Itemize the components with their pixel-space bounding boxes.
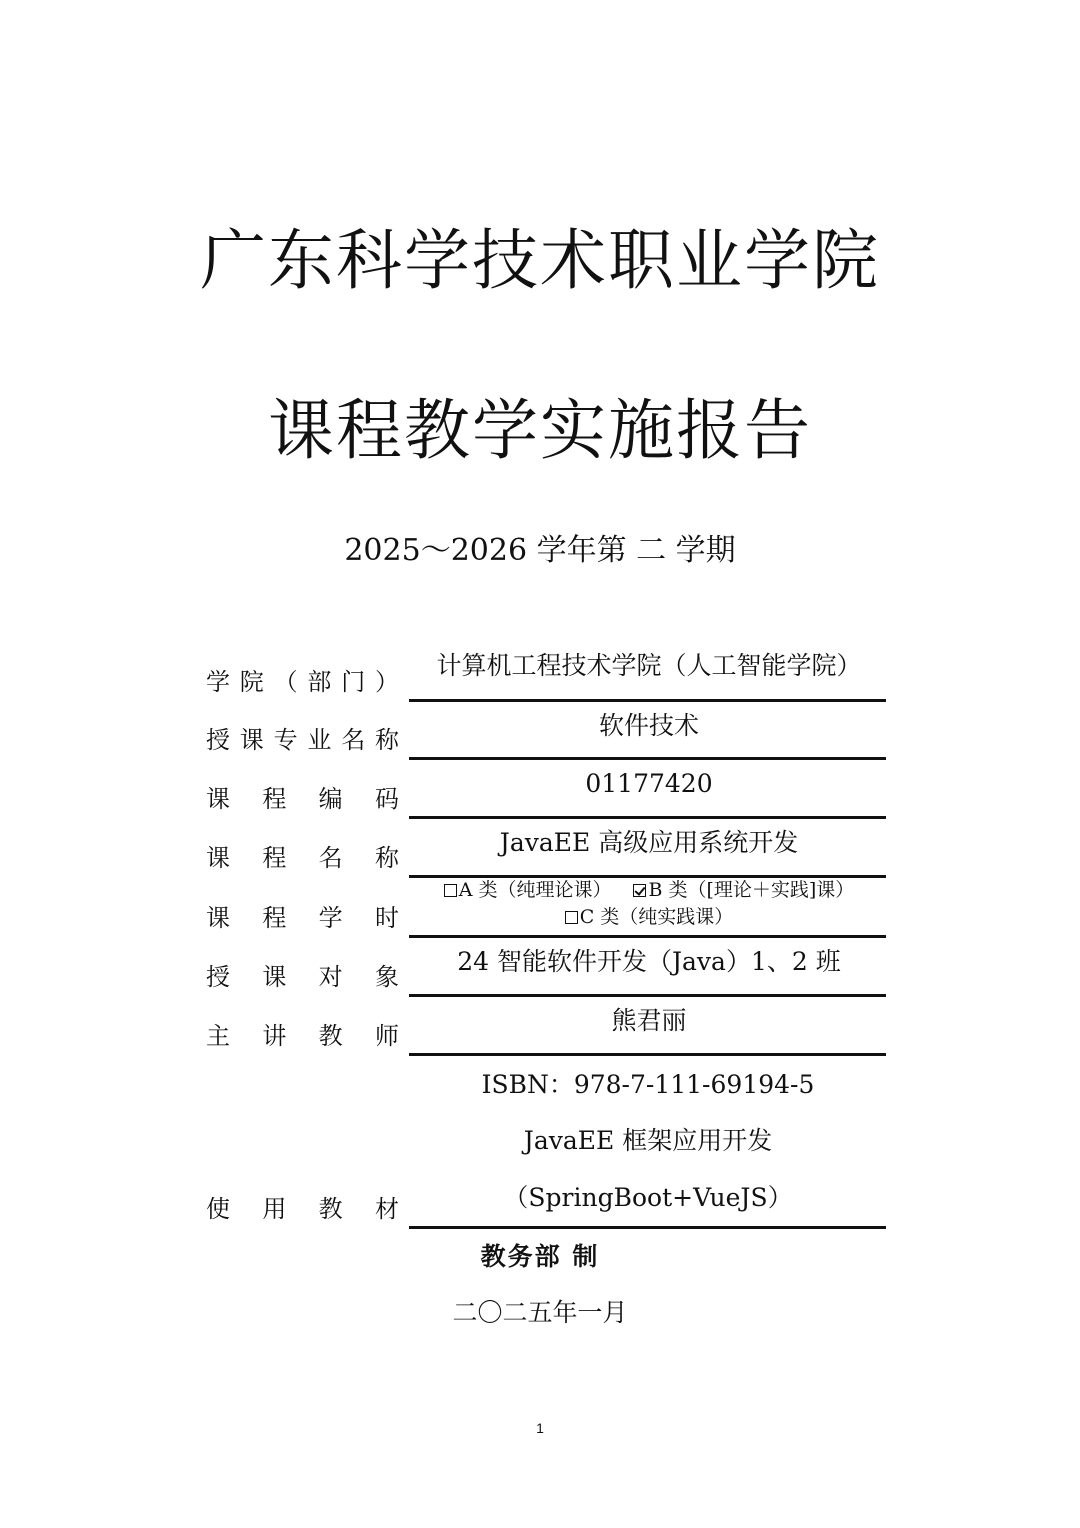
checkbox-b[interactable]	[633, 884, 646, 897]
course-type-option-b[interactable]: B 类（[理论＋实践]课）	[633, 879, 854, 901]
teacher-label: 主 讲 教 师	[206, 1022, 399, 1050]
course-name-value: JavaEE 高级应用系统开发	[499, 828, 799, 858]
field-row-audience	[206, 938, 886, 997]
school-title: 广东科学技术职业学院	[200, 222, 880, 299]
field-row-course-code	[206, 760, 886, 819]
major-value: 软件技术	[598, 710, 699, 740]
department-label: 学 院 （ 部 门 ）	[206, 668, 399, 696]
course-name-label: 课 程 名 称	[206, 844, 399, 872]
teacher-value: 熊君丽	[611, 1006, 687, 1036]
report-title: 课程教学实施报告	[268, 392, 812, 469]
course-code-label: 课 程 编 码	[206, 785, 399, 813]
audience-label: 授 课 对 象	[206, 963, 399, 991]
audience-value: 24 智能软件开发（Java）1、2 班	[457, 947, 841, 977]
course-code-value: 01177420	[585, 769, 713, 799]
checkbox-c[interactable]	[565, 911, 578, 924]
field-underline	[409, 1226, 886, 1229]
textbook-isbn: ISBN：978-7-111-69194-5	[481, 1070, 815, 1099]
field-row-course-hours	[206, 878, 886, 938]
course-type-option-a[interactable]: A 类（纯理论课）	[444, 879, 612, 901]
textbook-title-line1: JavaEE 框架应用开发	[523, 1126, 773, 1155]
issuer: 教务部 制	[480, 1242, 600, 1271]
major-label: 授 课 专 业 名 称	[206, 726, 399, 754]
field-row-major	[206, 702, 886, 760]
field-row-teacher	[206, 997, 886, 1056]
issue-date: 二〇二五年一月	[452, 1298, 628, 1327]
academic-term: 2025～2026 学年第 二 学期	[344, 533, 736, 568]
field-row-department	[206, 640, 886, 702]
department-value: 计算机工程技术学院（人工智能学院）	[436, 650, 862, 680]
course-type-option-c[interactable]: C 类（纯实践课）	[565, 906, 734, 928]
page-number: 1	[536, 1420, 544, 1436]
textbook-title-line2: （SpringBoot+VueJS）	[503, 1183, 793, 1212]
checkbox-a[interactable]	[444, 884, 457, 897]
field-row-course-name	[206, 819, 886, 878]
textbook-label: 使 用 教 材	[206, 1195, 399, 1223]
course-hours-label: 课 程 学 时	[206, 904, 399, 932]
course-hours-options	[412, 878, 886, 930]
